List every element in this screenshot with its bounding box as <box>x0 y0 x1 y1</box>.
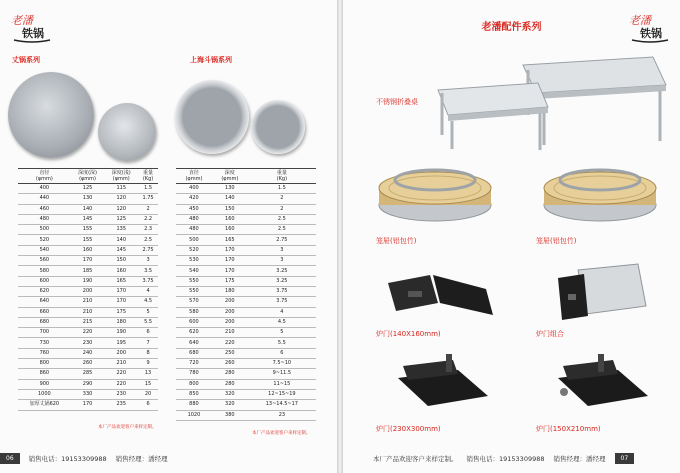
left-footer <box>0 451 168 465</box>
table-row <box>18 369 158 379</box>
table-cell: 440 <box>18 194 71 204</box>
table-cell: 6 <box>138 400 158 410</box>
table-row <box>176 214 316 224</box>
table-cell: 5 <box>248 328 316 338</box>
table-cell: 210 <box>212 328 248 338</box>
table-cell: 250 <box>212 348 248 358</box>
table-header: 直径 (φmm) <box>176 169 212 184</box>
table-cell: 500 <box>176 235 212 245</box>
table-cell: 600 <box>176 317 212 327</box>
table-cell: 580 <box>18 266 71 276</box>
table-cell: 200 <box>212 307 248 317</box>
furnace-door-combo-image <box>538 258 663 330</box>
table-cell: 165 <box>104 276 138 286</box>
table-cell: 2.75 <box>248 235 316 245</box>
table-row <box>18 400 158 410</box>
table-cell: 170 <box>71 256 105 266</box>
table-cell: 600 <box>18 276 71 286</box>
brand-logo <box>8 8 56 46</box>
table-cell: 4.5 <box>138 297 158 307</box>
table-row <box>176 276 316 286</box>
table-header: 重量 (Kg) <box>138 169 158 184</box>
table-row <box>18 235 158 245</box>
table-row <box>18 184 158 194</box>
table-cell: 480 <box>176 214 212 224</box>
table-cell: 1.5 <box>248 184 316 194</box>
table-cell: 400 <box>18 184 71 194</box>
table-cell: 3 <box>248 245 316 255</box>
table-cell: 3.75 <box>138 276 158 286</box>
table-cell: 130 <box>71 194 105 204</box>
table-cell: 3.25 <box>248 276 316 286</box>
table-cell: 190 <box>71 276 105 286</box>
table-cell: 150 <box>212 204 248 214</box>
table-cell: 200 <box>71 286 105 296</box>
table-cell: 280 <box>212 379 248 389</box>
table-cell: 5.5 <box>138 317 158 327</box>
table-cell: 860 <box>18 369 71 379</box>
table-cell: 2.3 <box>138 225 158 235</box>
sales-phone-left: 销售电话：19153309988 <box>28 454 107 463</box>
table-cell: 450 <box>176 204 212 214</box>
table-cell: 285 <box>71 369 105 379</box>
table-cell: 220 <box>104 369 138 379</box>
logo-glyph-3: 老潘 <box>629 14 651 27</box>
table-cell: 2 <box>138 204 158 214</box>
table-cell: 720 <box>176 359 212 369</box>
furnace-door-230x300-image <box>378 348 503 418</box>
zhang-wok-small <box>98 103 156 161</box>
table-cell: 210 <box>104 359 138 369</box>
table-cell: 560 <box>18 256 71 266</box>
table-row <box>176 379 316 389</box>
table-cell: 185 <box>71 266 105 276</box>
table-cell: 170 <box>212 245 248 255</box>
table-cell: 23 <box>248 410 316 420</box>
table-cell: 150 <box>104 256 138 266</box>
product-label-steamer-1: 笼屉(铝包竹) <box>376 237 417 245</box>
table-row <box>18 328 158 338</box>
product-label-door-150x210: 炉门(150X210mm) <box>536 425 601 433</box>
table-cell: 210 <box>71 307 105 317</box>
table-cell: 160 <box>104 266 138 276</box>
product-label-door-230x300: 炉门(230X300mm) <box>376 425 441 433</box>
sales-phone-right: 销售电话：19153309988 <box>466 454 545 463</box>
table-cell: 320 <box>212 389 248 399</box>
table-cell: 240 <box>71 348 105 358</box>
table-cell: 550 <box>176 286 212 296</box>
table-cell: 200 <box>212 297 248 307</box>
product-label-door-140x160: 炉门(140X160mm) <box>376 330 441 338</box>
left-page <box>0 0 337 473</box>
table-cell: 210 <box>71 297 105 307</box>
brand-logo-right <box>626 8 674 46</box>
table-row <box>176 256 316 266</box>
table-cell: 215 <box>71 317 105 327</box>
table-row <box>176 184 316 194</box>
table-row <box>18 348 158 358</box>
table-cell: 2.5 <box>248 214 316 224</box>
table-cell: 700 <box>18 328 71 338</box>
table-cell: 320 <box>212 400 248 410</box>
table-row <box>176 359 316 369</box>
table-cell: 155 <box>71 235 105 245</box>
table-cell: 175 <box>104 307 138 317</box>
table-cell: 2.5 <box>248 225 316 235</box>
table-cell: 13 <box>138 369 158 379</box>
table-row <box>18 338 158 348</box>
custom-note-right: 本厂产品欢迎客户来样定制。 <box>373 454 458 463</box>
table-cell: 200 <box>104 348 138 358</box>
table-cell: 160 <box>71 245 105 255</box>
table-cell: 260 <box>71 359 105 369</box>
table-cell: 145 <box>104 245 138 255</box>
table-row <box>18 389 158 399</box>
table-cell: 2.2 <box>138 214 158 224</box>
table-cell: 175 <box>212 276 248 286</box>
table-cell: 230 <box>104 389 138 399</box>
product-label-folding-table: 不锈钢折叠桌 <box>376 98 418 106</box>
table-row <box>176 297 316 307</box>
table-cell: 540 <box>18 245 71 255</box>
table-cell: 520 <box>18 235 71 245</box>
table-cell: 2.5 <box>138 235 158 245</box>
table-cell: 160 <box>212 214 248 224</box>
page-number-left: 06 <box>0 453 20 464</box>
table-row <box>176 286 316 296</box>
table-cell: 135 <box>104 225 138 235</box>
table-row <box>18 379 158 389</box>
table-row <box>18 359 158 369</box>
table-cell: 120 <box>104 204 138 214</box>
table-row <box>18 225 158 235</box>
table-cell: 550 <box>176 276 212 286</box>
table-cell: 120 <box>104 194 138 204</box>
shanghai-wok-large <box>175 80 249 154</box>
zhang-wok-spec-table <box>18 168 158 411</box>
table-row <box>176 194 316 204</box>
table-cell: 1020 <box>176 410 212 420</box>
section-title-shanghai: 上海斗锅系列 <box>190 56 232 64</box>
table-cell: 170 <box>212 266 248 276</box>
table-cell: 4 <box>138 286 158 296</box>
table-cell: 520 <box>176 245 212 255</box>
table-cell: 200 <box>212 317 248 327</box>
table-cell: 3.75 <box>248 286 316 296</box>
table-cell: 640 <box>176 338 212 348</box>
table-cell: 2 <box>248 204 316 214</box>
table-row <box>176 389 316 399</box>
table-cell: 540 <box>176 266 212 276</box>
table-cell: 5 <box>138 307 158 317</box>
table-cell: 15 <box>138 379 158 389</box>
right-page <box>343 0 680 473</box>
table-cell: 195 <box>104 338 138 348</box>
table-cell: 580 <box>176 307 212 317</box>
table-row <box>176 317 316 327</box>
table-row <box>176 369 316 379</box>
table-cell: 125 <box>104 214 138 224</box>
table-cell: 640 <box>18 297 71 307</box>
table-cell: 2.75 <box>138 245 158 255</box>
table-cell: 680 <box>176 348 212 358</box>
table-cell: 330 <box>71 389 105 399</box>
shanghai-wok-small <box>251 100 305 154</box>
page-number-right: 07 <box>615 453 635 464</box>
table-cell: 1.5 <box>138 184 158 194</box>
table-cell: 1000 <box>18 389 71 399</box>
table-row <box>18 214 158 224</box>
logo-glyph-2: 铁锅 <box>22 27 44 40</box>
table-cell: 3 <box>248 256 316 266</box>
table-row <box>18 245 158 255</box>
table-cell: 9~11.5 <box>248 369 316 379</box>
table-cell: 6 <box>248 348 316 358</box>
table-cell: 20 <box>138 389 158 399</box>
table-cell: 6 <box>138 328 158 338</box>
sales-manager-left: 销售经理：潘经理 <box>115 454 168 463</box>
logo-glyph-4: 铁锅 <box>640 27 662 40</box>
table-cell: 12~15~19 <box>248 389 316 399</box>
table-cell: 850 <box>176 389 212 399</box>
table1-note: 本厂产品欢迎客户来样定制。 <box>98 425 157 430</box>
table-row <box>176 204 316 214</box>
table-header: 直径 (φmm) <box>18 169 71 184</box>
table-header: 深度(浅) (φmm) <box>104 169 138 184</box>
table-cell: 400 <box>176 184 212 194</box>
table-cell: 160 <box>212 225 248 235</box>
table-cell: 170 <box>104 286 138 296</box>
table-row <box>18 276 158 286</box>
sales-manager-right: 销售经理：潘经理 <box>553 454 606 463</box>
table-row <box>18 317 158 327</box>
table-row <box>176 225 316 235</box>
table-cell: 500 <box>18 225 71 235</box>
table-cell: 900 <box>18 379 71 389</box>
table-cell: 165 <box>212 235 248 245</box>
table-cell: 140 <box>212 194 248 204</box>
table-cell: 760 <box>18 348 71 358</box>
table-row <box>18 194 158 204</box>
furnace-door-150x210-image <box>538 348 663 418</box>
table-cell: 680 <box>18 317 71 327</box>
table-cell: 115 <box>104 184 138 194</box>
table-cell: 660 <box>18 307 71 317</box>
table-cell: 730 <box>18 338 71 348</box>
table-cell: 190 <box>104 328 138 338</box>
table-row <box>176 328 316 338</box>
table-cell: 220 <box>71 328 105 338</box>
table-cell: 620 <box>176 328 212 338</box>
table-row <box>18 286 158 296</box>
table-header: 深度 (φmm) <box>212 169 248 184</box>
furnace-door-140x160-image <box>378 265 503 325</box>
table-row <box>176 400 316 410</box>
table-cell: 加厚丈锅620 <box>18 400 71 410</box>
steamer-image-2 <box>538 160 668 230</box>
table-cell: 260 <box>212 359 248 369</box>
product-label-door-combo: 炉门组合 <box>536 330 564 338</box>
table-cell: 3 <box>138 256 158 266</box>
table-cell: 480 <box>176 225 212 235</box>
table2-note: 本厂产品欢迎客户来样定制。 <box>252 431 311 436</box>
table-row <box>18 204 158 214</box>
section-title-zhang: 丈锅系列 <box>12 56 40 64</box>
logo-glyph-1: 老潘 <box>11 14 33 27</box>
table-cell: 145 <box>71 214 105 224</box>
table-cell: 800 <box>18 359 71 369</box>
table-cell: 180 <box>212 286 248 296</box>
table-cell: 11~15 <box>248 379 316 389</box>
table-cell: 290 <box>71 379 105 389</box>
table-cell: 1.75 <box>138 194 158 204</box>
table-cell: 180 <box>104 317 138 327</box>
table-row <box>176 348 316 358</box>
table-cell: 620 <box>18 286 71 296</box>
table-cell: 8 <box>138 348 158 358</box>
table-cell: 3.75 <box>248 297 316 307</box>
table-cell: 4 <box>248 307 316 317</box>
table-header: 重量 (Kg) <box>248 169 316 184</box>
table-cell: 130 <box>212 184 248 194</box>
table-cell: 420 <box>176 194 212 204</box>
table-cell: 880 <box>176 400 212 410</box>
table-cell: 800 <box>176 379 212 389</box>
steamer-image-1 <box>373 160 503 230</box>
table-cell: 170 <box>104 297 138 307</box>
table-cell: 7.5~10 <box>248 359 316 369</box>
table-cell: 170 <box>212 256 248 266</box>
table-cell: 7 <box>138 338 158 348</box>
accessories-title: 老潘配件系列 <box>481 22 542 33</box>
table-cell: 2 <box>248 194 316 204</box>
table-cell: 230 <box>71 338 105 348</box>
right-footer <box>373 451 634 465</box>
table-cell: 13~14.5~17 <box>248 400 316 410</box>
shanghai-wok-spec-table <box>176 168 316 421</box>
table-row <box>176 410 316 420</box>
table-cell: 4.5 <box>248 317 316 327</box>
zhang-wok-large <box>8 72 94 158</box>
table-cell: 170 <box>71 400 105 410</box>
table-cell: 140 <box>104 235 138 245</box>
table-cell: 235 <box>104 400 138 410</box>
table-row <box>176 338 316 348</box>
table-row <box>18 307 158 317</box>
folding-table-image <box>428 45 668 155</box>
table-cell: 570 <box>176 297 212 307</box>
table-cell: 460 <box>18 204 71 214</box>
table-header: 深度(深) (φmm) <box>71 169 105 184</box>
table-cell: 380 <box>212 410 248 420</box>
table-cell: 220 <box>212 338 248 348</box>
product-label-steamer-2: 笼屉(铝包竹) <box>536 237 577 245</box>
table-cell: 5.5 <box>248 338 316 348</box>
table-row <box>176 245 316 255</box>
table-cell: 9 <box>138 359 158 369</box>
table-cell: 3.5 <box>138 266 158 276</box>
table-row <box>176 307 316 317</box>
table-row <box>176 235 316 245</box>
table-cell: 125 <box>71 184 105 194</box>
table-cell: 220 <box>104 379 138 389</box>
table-cell: 3.25 <box>248 266 316 276</box>
table-row <box>176 266 316 276</box>
table-cell: 280 <box>212 369 248 379</box>
table-row <box>18 256 158 266</box>
table-row <box>18 266 158 276</box>
table-cell: 155 <box>71 225 105 235</box>
table-cell: 780 <box>176 369 212 379</box>
table-cell: 140 <box>71 204 105 214</box>
table-cell: 530 <box>176 256 212 266</box>
table-row <box>18 297 158 307</box>
table-cell: 480 <box>18 214 71 224</box>
